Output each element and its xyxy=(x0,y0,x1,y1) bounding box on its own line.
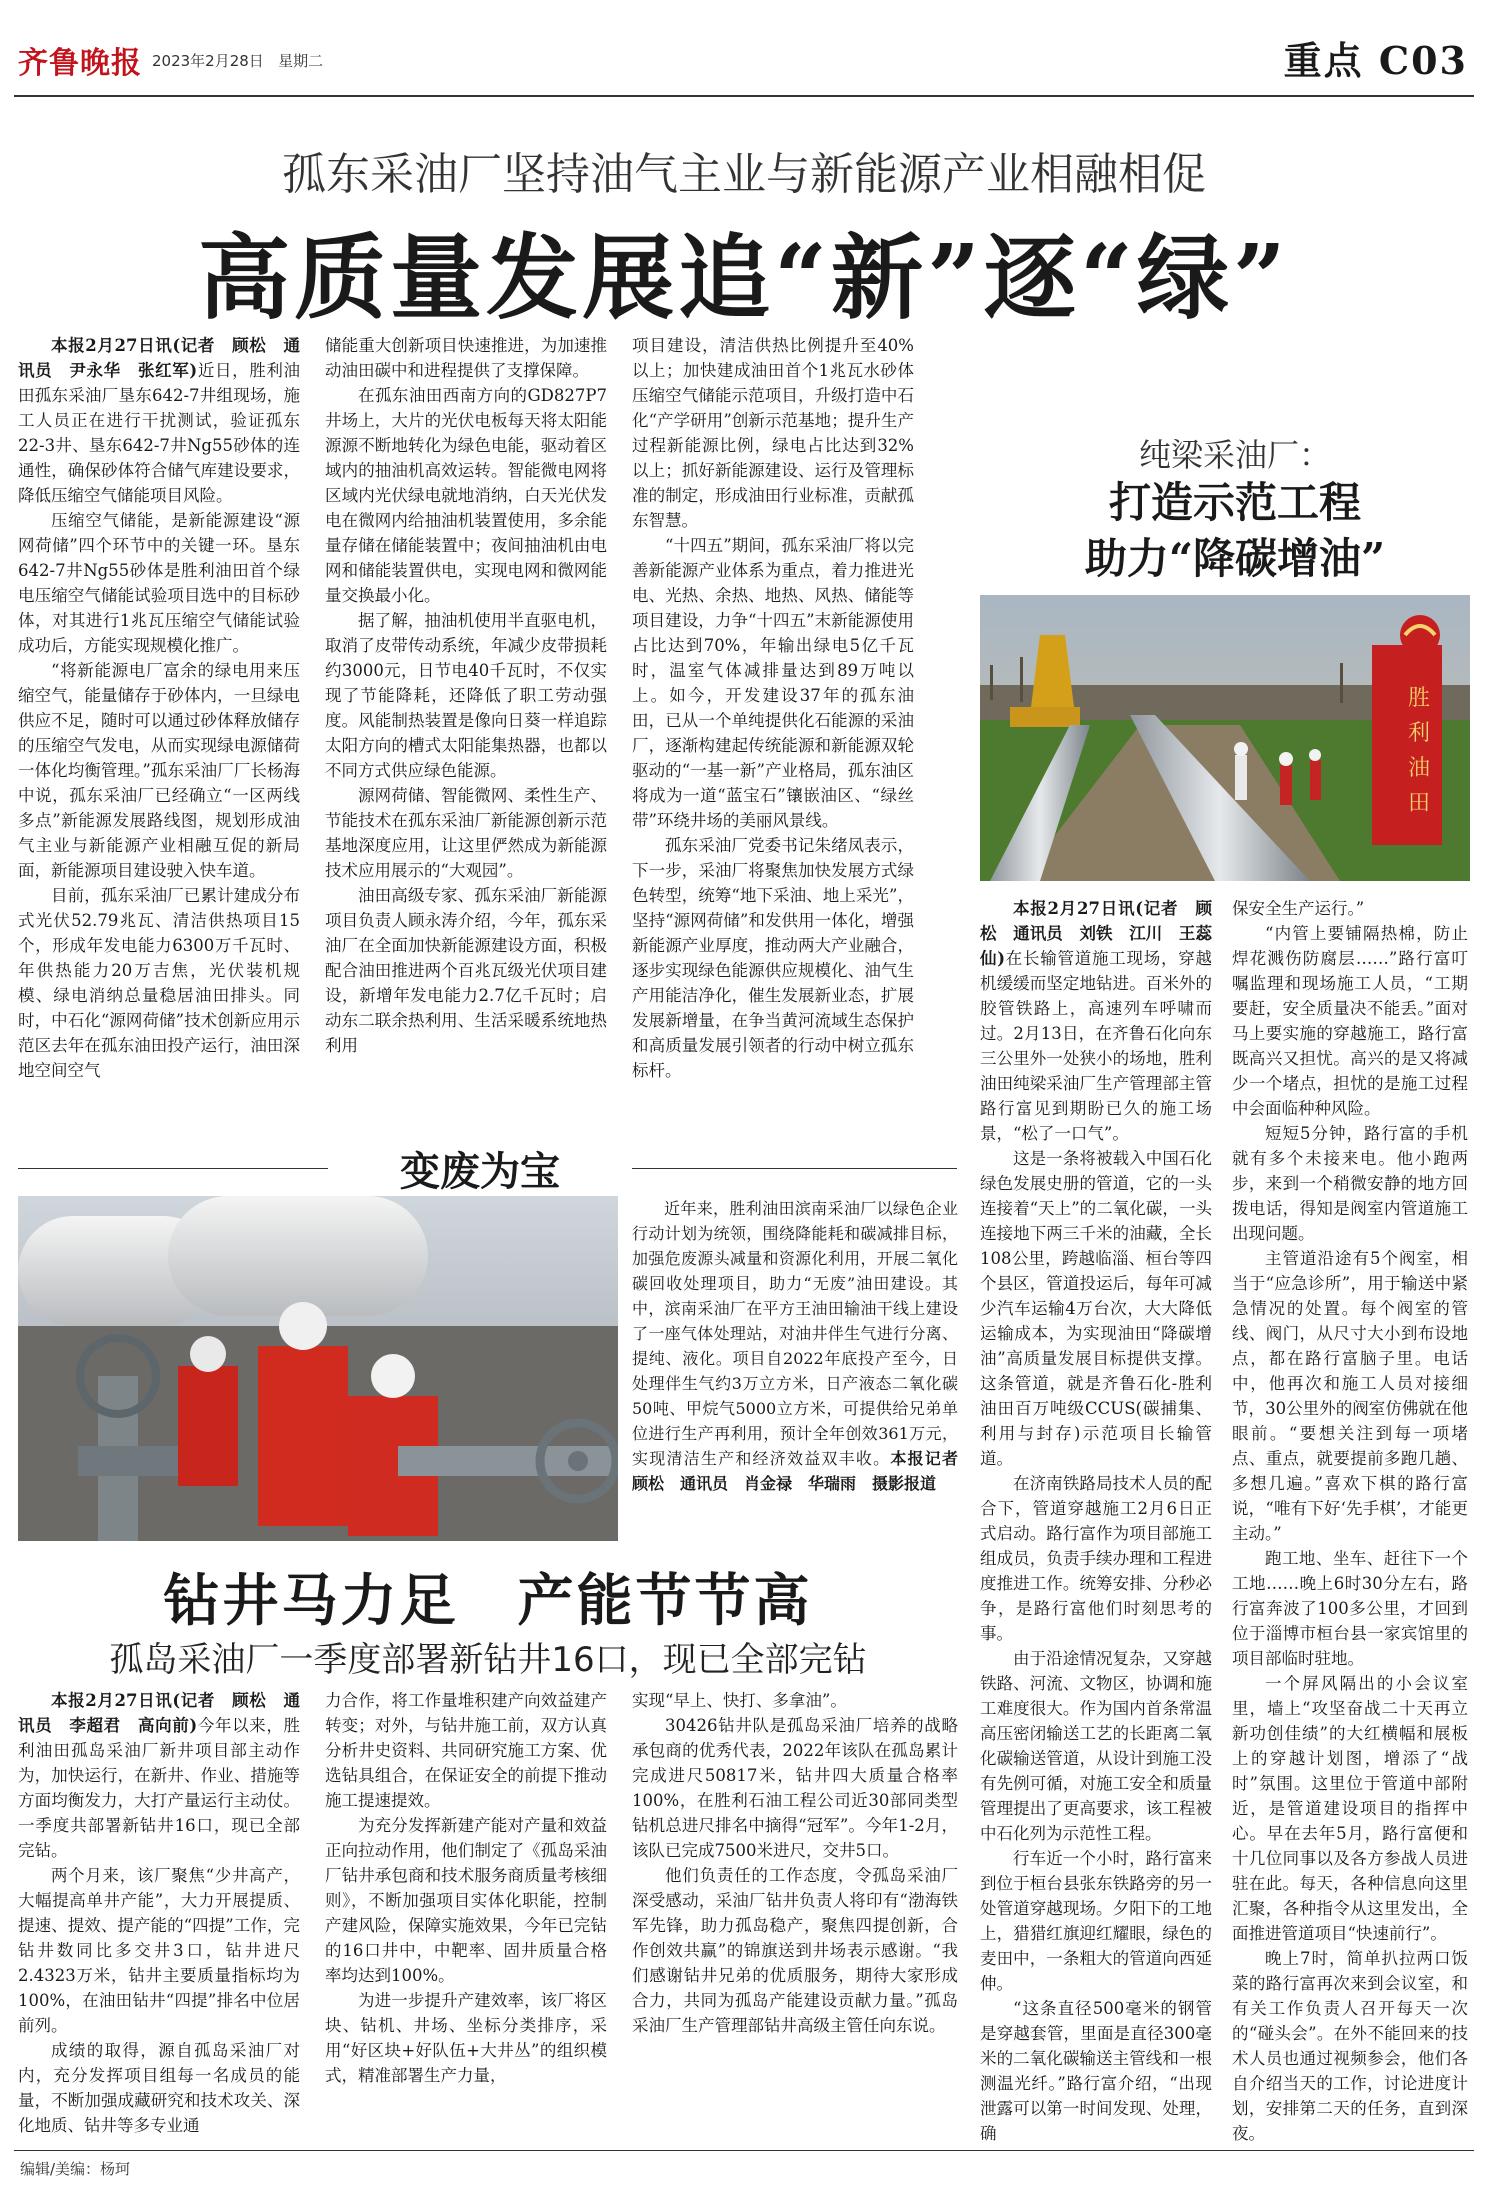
waste-section-title: 变废为宝 xyxy=(400,1148,560,1195)
footer-credits: 编辑/美编：杨珂 xyxy=(20,2160,131,2178)
paragraph: “十四五”期间，孤东采油厂将以完善新能源产业体系为重点，着力推进光电、光热、余热、地热、风热、储能等项目建设，力争“十四五”末新能源使用占比达到70%，年输出绿电5亿千瓦时，温室气体减排量达到89万吨以上。如今，开发建设37年的孤东油田，已从一个单纯提供化石能源的采油厂，逐渐构建起传统能源和新能源双轮驱动的“一基一新”产业格局，孤东油区将成为一道“蓝宝石”镶嵌油区、“绿丝带”环绕井场的美丽风景线。 xyxy=(632,536,914,830)
sidebar-byline: 本报2月27日讯(记者 顾松 通讯员 刘铁 江川 王蕊仙) xyxy=(980,899,1212,968)
sidebar-col-2 xyxy=(1232,896,1468,2146)
main-story-col-3 xyxy=(632,333,914,1083)
page-number: C03 xyxy=(1378,38,1468,83)
paragraph: 短短5分钟，路行富的手机就有多个未接来电。他小跑两步，来到一个稍微安静的地方回拨电话，得知是阀室内管道施工出现问题。 xyxy=(1232,1124,1468,1243)
drilling-headline: 钻井马力足 产能节节高 xyxy=(163,1568,813,1634)
main-subhead: 孤东采油厂坚持油气主业与新能源产业相融相促 xyxy=(282,149,1206,200)
paragraph: 他们负责任的工作态度，令孤岛采油厂深受感动，采油厂钻井负责人将印有“渤海铁军先锋，助力孤岛稳产，聚焦四提创新，合作创效共赢”的锦旗送到井场表示感谢。“我们感谢钻井兄弟的优质服务，期待大家形成合力，共同为孤岛产能建设贡献力量。”孤岛采油厂生产管理部钻井高级主管任向东说。 xyxy=(632,1866,958,2035)
weekday-text: 星期二 xyxy=(278,52,324,70)
drilling-byline: 本报2月27日讯(记者 顾松 通讯员 李超君 高向前) xyxy=(18,1691,300,1735)
paragraph: 由于沿途情况复杂，又穿越铁路、河流、文物区，协调和施工难度很大。作为国内首条常温高压密闭输送工艺的长距离二氧化碳输送管道，从设计到施工没有先例可循，对施工安全和质量管理提出了更高要求，该工程被中石化列为示范性工程。 xyxy=(980,1649,1212,1843)
pipeline-construction-photo xyxy=(980,595,1470,881)
paragraph: 力合作，将工作量堆积建产向效益建产转变；对外，与钻井施工前，双方认真分析井史资料、共同研究施工方案、优选钻具组合，在保证安全的前提下推动施工提速提效。 xyxy=(325,1691,607,1810)
svg-text:油: 油 xyxy=(1408,756,1431,781)
paragraph: “将新能源电厂富余的绿电用来压缩空气，能量储存于砂体内，一旦绿电供应不足，随时可以通过砂体释放储存的压缩空气发电，从而实现绿电源储荷一体化均衡管理。”孤东采油厂厂长杨海中说，孤东采油厂已经确立“一区两线多点”新能源发展路线图，规划形成油气主业与新能源产业相融互促的新局面，新能源项目建设驶入快车道。 xyxy=(18,661,300,880)
paragraph: 源网荷储、智能微网、柔性生产、节能技术在孤东采油厂新能源创新示范基地深度应用，让这里俨然成为新能源技术应用展示的“大观园”。 xyxy=(325,786,607,880)
svg-text:利: 利 xyxy=(1408,721,1431,746)
section-label xyxy=(1284,30,1468,85)
drilling-subhead: 孤岛采油厂一季度部署新钻井16口，现已全部完钻 xyxy=(109,1640,867,1680)
paragraph: “内管上要铺隔热棉，防止焊花溅伤防腐层……”路行富叮嘱监理和现场施工人员，“工期要赶，安全质量决不能丢。”面对马上要实施的穿越施工，路行富既高兴又担忧。高兴的是又将减少一个堵点，担忧的是施工过程中会面临种种风险。 xyxy=(1232,924,1468,1118)
paragraph: 成绩的取得，源自孤岛采油厂对内，充分发挥项目组每一名成员的能量，不断加强成藏研究和技术攻关、深化地质、钻井等多专业通 xyxy=(18,2041,300,2135)
paragraph: 在长输管道施工现场，穿越机缓缓而坚定地钻进。百米外的胶管铁路上，高速列车呼啸而过。2月13日，在齐鲁石化向东三公里外一处狭小的场地，胜利油田纯梁采油厂生产管理部主管路行富见到期盼已久的施工场景，“松了一口气”。 xyxy=(980,949,1213,1143)
paragraph: 在孤东油田西南方向的GD827P7井场上，大片的光伏电板每天将太阳能源源不断地转化为绿色电能，驱动着区域内的抽油机高效运转。智能微电网将区域内光伏绿电就地消纳，白天光伏发电在微网内给抽油机装置使用，多余能量存储在储能装置中；夜间抽油机由电网和储能装置供电，实现电网和微网能量交换最小化。 xyxy=(325,386,607,605)
paragraph: 在济南铁路局技术人员的配合下，管道穿越施工2月6日正式启动。路行富作为项目部施工组成员，负责手续办理和工程进度推进工作。统筹安排、分秒必争，是路行富他们时刻思考的事。 xyxy=(980,1474,1212,1643)
paragraph: 这是一条将被载入中国石化绿色发展史册的管道，它的一头连接着“天上”的二氧化碳，一头连接地下两三千米的油藏，全长108公里，跨越临淄、桓台等四个县区，管道投运后，每年可减少汽车运输4万台次，大大降低运输成本，为实现油田“降碳增油”高质量发展目标提供支撑。这条管道，就是齐鲁石化-胜利油田百万吨级CCUS(碳捕集、利用与封存)示范项目长输管道。 xyxy=(980,1149,1212,1468)
paragraph: 近日，胜利油田孤东采油厂垦东642-7井组现场，施工人员正在进行干扰测试，验证孤东22-3井、垦东642-7井Ng55砂体的连通性，确保砂体符合储气库建设要求，降低压缩空气储能项目风险。 xyxy=(18,361,301,505)
sidebar-kicker: 纯梁采油厂： xyxy=(1138,436,1331,474)
paragraph: 主管道沿途有5个阀室，相当于“应急诊所”，用于输送中紧急情况的处置。每个阀室的管线、阀门，从尺寸大小到布设地点，都在路行富脑子里。电话中，他再次和施工人员对接细节，30公里外的阀室仿佛就在他眼前。“要想关注到每一项堵点、重点，就要提前多跑几趟、多想几遍。”喜欢下棋的路行富说，“唯有下好‘先手棋’，才能更主动。” xyxy=(1232,1249,1468,1543)
paragraph: 行车近一个小时，路行富来到位于桓台县张东铁路旁的另一处管道穿越现场。夕阳下的工地上，猎猎红旗迎红耀眼，绿色的麦田中，一条粗大的管道向西延伸。 xyxy=(980,1849,1212,1993)
paragraph: 为进一步提升产建效率，该厂将区块、钻机、井场、坐标分类排序，采用“好区块+好队伍+大井丛”的组织模式，精准部署生产力量， xyxy=(325,1991,607,2085)
newspaper-logo: 齐鲁晚报 xyxy=(18,46,142,81)
issue-date xyxy=(152,50,323,71)
date-text: 2023年2月28日 xyxy=(152,52,264,70)
main-story-col-2 xyxy=(325,333,607,1058)
paragraph: 30426钻井队是孤岛采油厂培养的战略承包商的优秀代表，2022年该队在孤岛累计完成进尺50817米，钻井四大质量合格率100%，在胜利石油工程公司近30部同类型钻机总进尺排名中摘得“冠军”。今年1-2月，该队已完成7500米进尺，交井5口。 xyxy=(632,1716,958,1860)
paragraph: 油田高级专家、孤东采油厂新能源项目负责人顾永涛介绍，今年，孤东采油厂在全面加快新能源建设方面，积极配合油田推进两个百兆瓦级光伏项目建设，新增年发电能力2.7亿千瓦时；启动东二联余热利用、生活采暖系统地热利用 xyxy=(325,886,607,1055)
section-name: 重点 xyxy=(1283,38,1364,83)
main-story-col-1 xyxy=(18,333,300,1083)
paragraph: 一个屏风隔出的小会议室里，墙上“攻坚奋战二十天再立新功创佳绩”的大红横幅和展板上的穿越计划图，增添了“战时”氛围。这里位于管道中部附近，是管道建设项目的指挥中心。早在去年5月，路行富便和十几位同事以及各方参战人员进驻在此。每天，各种信息向这里汇聚，各种指令从这里发出，全面推进管道项目“快速前行”。 xyxy=(1232,1674,1468,1943)
paragraph: 晚上7时，简单扒拉两口饭菜的路行富再次来到会议室，和有关工作负责人召开每天一次的“碰头会”。在外不能回来的技术人员也通过视频参会，他们各自介绍当天的工作，讨论进度计划，安排第二天的任务，直到深夜。 xyxy=(1232,1949,1468,2143)
waste-section-caption xyxy=(632,1196,974,1496)
paragraph: 储能重大创新项目快速推进，为加速推动油田碳中和进程提供了支撑保障。 xyxy=(325,336,607,380)
paragraph: 据了解，抽油机使用半直驱电机，取消了皮带传动系统，年减少皮带损耗约3000元，日节电40千瓦时，不仅实现了节能降耗，还降低了职工劳动强度。风能制热装置是像向日葵一样追踪太阳方向的槽式太阳能集热器，也都以不同方式供应绿色能源。 xyxy=(325,611,607,780)
paragraph: 为充分发挥新建产能对产量和效益正向拉动作用，他们制定了《孤岛采油厂钻井承包商和技术服务商质量考核细则》，不断加强项目实体化职能，控制产建风险，保障实施效果，今年已完钻的16口井中，中靶率、固井质量合格率均达到100%。 xyxy=(325,1816,607,1985)
paragraph: “这条直径500毫米的钢管是穿越套管，里面是直径300毫米的二氧化碳输送主管线和一根测温光纤。”路行富介绍，“出现泄露可以第一时间发现、处理，确 xyxy=(980,1999,1212,2143)
drilling-col-1 xyxy=(18,1688,300,2138)
drilling-col-2 xyxy=(325,1688,607,2088)
drilling-col-3 xyxy=(632,1688,958,2038)
paragraph: 压缩空气储能，是新能源建设“源网荷储”四个环节中的关键一环。垦东642-7井Ng55砂体是胜利油田首个绿电压缩空气储能试验项目选中的目标砂体，对其进行1兆瓦压缩空气储能试验成功后，方能实现规模化推广。 xyxy=(18,511,300,655)
paragraph: 孤东采油厂党委书记朱绪凤表示，下一步，采油厂将聚焦加快发展方式绿色转型，统筹“地下采油、地上采光”，坚持“源网荷储”和发供用一体化，增强新能源产业厚度，推动两大产业融合，逐步实现绿色能源供应规模化、油气生产用能洁净化，催生发展新业态，扩展发展新增量，在争当黄河流域生态保护和高质量发展引领者的行动中树立孤东标杆。 xyxy=(632,836,914,1080)
workers-valve-photo xyxy=(18,1196,618,1541)
main-headline: 高质量发展追“新”逐“绿” xyxy=(198,224,1290,332)
main-story-byline: 本报2月27日讯(记者 顾松 通讯员 尹永华 张红军) xyxy=(18,336,300,380)
paragraph: 实现“早上、快打、多拿油”。 xyxy=(632,1691,847,1710)
section-rule-left xyxy=(18,1168,328,1169)
svg-text:田: 田 xyxy=(1408,791,1431,816)
sidebar-col-1 xyxy=(980,896,1212,2146)
caption-text: 近年来，胜利油田滨南采油厂以绿色企业行动计划为统领，围绕降能耗和碳减排目标，加强危废源头减量和资源化利用，开展二氧化碳回收处理项目，助力“无废”油田建设。其中，滨南采油厂在平方王油田输油干线上建设了一座气体处理站，对油井伴生气进行分离、提纯、液化。项目自2022年底投产至今，日处理伴生气约3万立方米，日产液态二氧化碳50吨、甲烷气5000立方米，可提供给兄弟单位进行生产再利用，预计全年创效361万元，实现清洁生产和经济效益双丰收。 xyxy=(632,1199,958,1468)
photo-credit: 本报记者 顾松 通讯员 肖金禄 华瑞雨 摄影报道 xyxy=(632,1449,974,1493)
section-rule-right xyxy=(632,1168,957,1169)
sidebar-headline xyxy=(1000,475,1470,587)
bottom-rule xyxy=(14,2150,1474,2151)
paragraph: 项目建设，清洁供热比例提升至40%以上；加快建成油田首个1兆瓦水砂体压缩空气储能示范项目，升级打造中石化“产学研用”创新示范基地；提升生产过程新能源比例，绿电占比达到32%以上；抓好新能源建设、运行及管理标准的制定，形成油田行业标准，贡献孤东智慧。 xyxy=(632,336,914,530)
paragraph: 跑工地、坐车、赶往下一个工地……晚上6时30分左右，路行富奔波了100多公里，才回到位于淄博市桓台县一家宾馆里的项目部临时驻地。 xyxy=(1232,1549,1468,1668)
paragraph: 两个月来，该厂聚焦“少井高产，大幅提高单井产能”，大力开展提质、提速、提效、提产能的“四提”工作，完钻井数同比多交井3口，钻井进尺2.4323万米，钻井主要质量指标均为100%，在油田钻井“四提”排名中位居前列。 xyxy=(18,1866,300,2035)
sidebar-headline-line-1: 打造示范工程 xyxy=(1108,478,1361,527)
svg-text:胜: 胜 xyxy=(1408,686,1431,711)
top-rule xyxy=(14,95,1474,97)
sidebar-headline-line-2: 助力“降碳增油” xyxy=(1084,534,1386,583)
paragraph: 保安全生产运行。” xyxy=(1232,899,1365,918)
paragraph: 今年以来，胜利油田孤岛采油厂新井项目部主动作为，加快运行，在新井、作业、措施等方面均衡发力，大打产量运行主动仗。一季度共部署新钻井16口，现已全部完钻。 xyxy=(18,1716,301,1860)
paragraph: 目前，孤东采油厂已累计建成分布式光伏52.79兆瓦、清洁供热项目15个，形成年发电能力6300万千瓦时、年供热能力20万吉焦，光伏装机规模、绿电消纳总量稳居油田排头。同时，中石化“源网荷储”技术创新应用示范区去年在孤东油田投产运行，油田深地空间空气 xyxy=(18,886,300,1080)
